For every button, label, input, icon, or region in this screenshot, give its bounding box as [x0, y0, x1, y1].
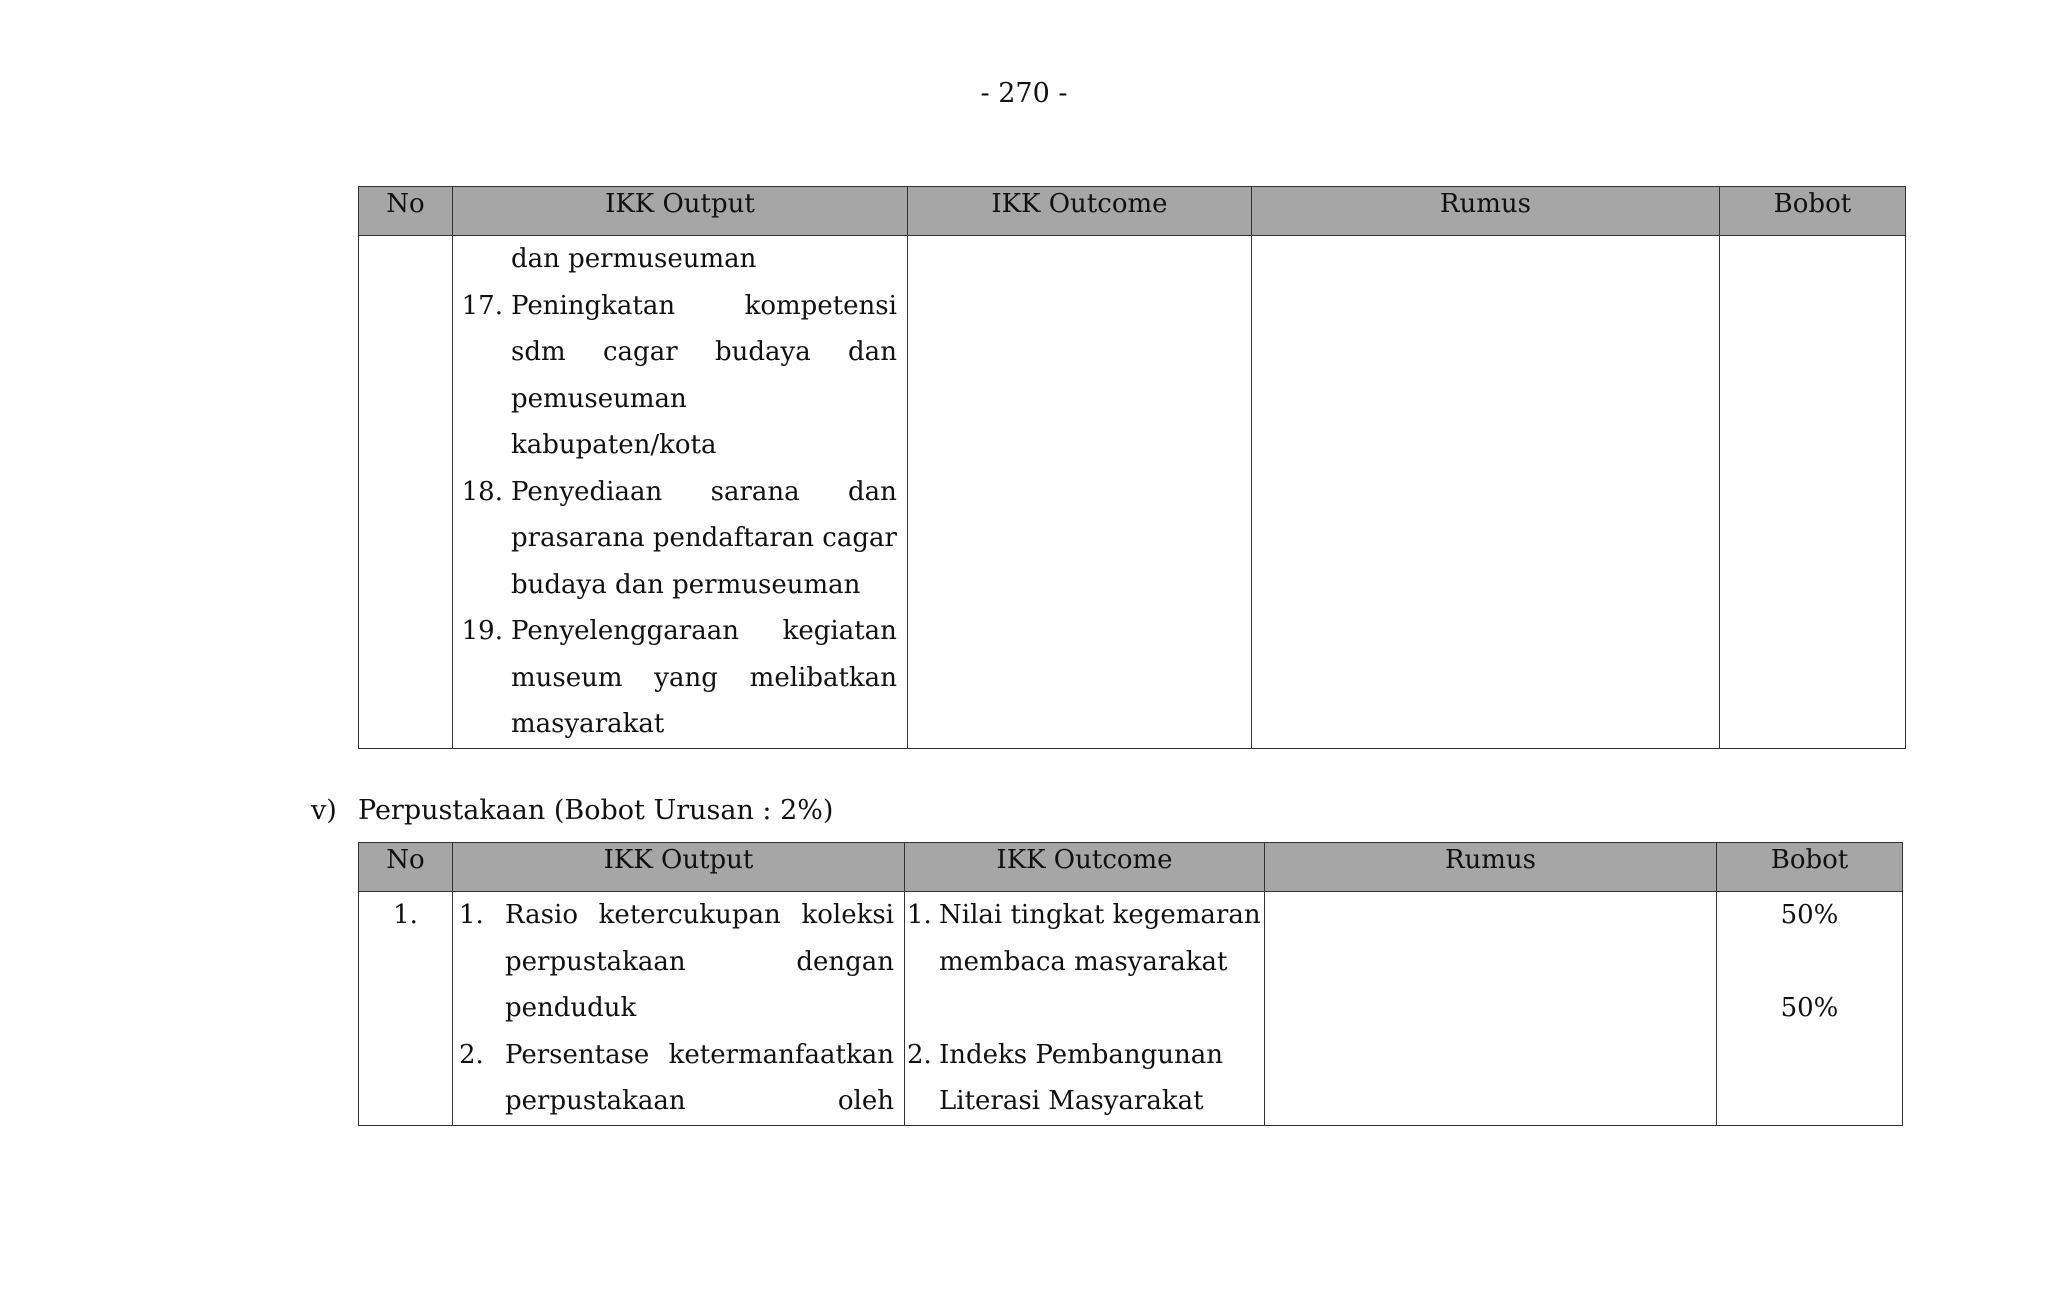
cell-bobot: [1717, 892, 1903, 1126]
table-header-row: [359, 187, 1906, 236]
item-line: Penyelenggaraan kegiatan: [511, 616, 897, 646]
cell-ikk-outcome: [905, 892, 1265, 1126]
list-item: [453, 608, 907, 748]
cell-rumus: [1251, 236, 1719, 749]
table-header-row: [359, 843, 1903, 892]
header-ikk-outcome: IKK Outcome: [907, 187, 1251, 236]
row-number: 1.: [393, 900, 418, 930]
header-ikk-outcome: IKK Outcome: [905, 843, 1265, 892]
item-line: pemuseuman: [511, 383, 687, 414]
header-ikk-output: IKK Output: [453, 843, 905, 892]
item-line: Peningkatan kompetensi: [511, 290, 897, 321]
list-item: [453, 283, 907, 469]
item-line: budaya dan permuseuman: [511, 569, 861, 600]
header-rumus: Rumus: [1265, 843, 1717, 892]
header-rumus: Rumus: [1251, 187, 1719, 236]
header-bobot: Bobot: [1719, 187, 1905, 236]
item-number: 19.: [461, 616, 503, 646]
list-item: [905, 892, 1264, 985]
cell-no: [359, 236, 453, 749]
bobot-value: 50%: [1780, 900, 1839, 930]
header-bobot: Bobot: [1717, 843, 1903, 892]
header-ikk-output: IKK Output: [453, 187, 908, 236]
item-line: museum yang melibatkan: [511, 662, 897, 693]
cell-ikk-output: [453, 892, 905, 1126]
list-item: [905, 1032, 1264, 1125]
item-line: perpustakaan oleh: [505, 1086, 894, 1116]
table-row: [359, 236, 1906, 749]
item-line: kabupaten/kota: [511, 430, 717, 460]
cell-ikk-outcome: [907, 236, 1251, 749]
cell-no: [359, 892, 453, 1126]
cell-bobot: [1719, 236, 1905, 749]
item-number: 17.: [461, 290, 503, 321]
list-item: [453, 469, 907, 609]
cell-rumus: [1265, 892, 1717, 1126]
cell-ikk-output: [453, 236, 908, 749]
section-heading: [311, 793, 833, 829]
item-number: 1.: [459, 900, 484, 930]
item-line: Rasio ketercukupan koleksi: [505, 900, 894, 930]
list-item: [453, 892, 904, 1032]
item-number: 2.: [907, 1039, 932, 1070]
ikk-table-perpustakaan: [358, 842, 1903, 1126]
item-line: perpustakaan dengan: [505, 946, 894, 977]
item-number: 18.: [461, 476, 503, 507]
output-continuation: dan permuseuman: [511, 244, 757, 274]
item-line: prasarana pendaftaran cagar: [511, 523, 897, 553]
item-line: Persentase ketermanfaatkan: [505, 1039, 894, 1070]
list-item: [453, 1032, 904, 1125]
section-title: Perpustakaan (Bobot Urusan : 2%): [358, 795, 834, 826]
table-row: [359, 892, 1903, 1126]
ikk-table-continuation: [358, 186, 1906, 749]
item-line: membaca masyarakat: [939, 946, 1228, 977]
item-line: penduduk: [505, 993, 637, 1023]
page-number: - 270 -: [980, 78, 1068, 109]
item-line: Literasi Masyarakat: [939, 1086, 1204, 1116]
section-marker: v): [311, 795, 337, 826]
item-number: 1.: [907, 900, 932, 930]
header-no: No: [359, 187, 453, 236]
item-line: Nilai tingkat kegemaran: [939, 900, 1261, 930]
item-line: Indeks Pembangunan: [939, 1039, 1224, 1070]
item-number: 2.: [459, 1039, 484, 1070]
item-line: masyarakat: [511, 709, 665, 739]
header-no: No: [359, 843, 453, 892]
bobot-value: 50%: [1780, 993, 1839, 1023]
item-line: Penyediaan sarana dan: [511, 476, 897, 507]
item-line: sdm cagar budaya dan: [511, 337, 897, 367]
